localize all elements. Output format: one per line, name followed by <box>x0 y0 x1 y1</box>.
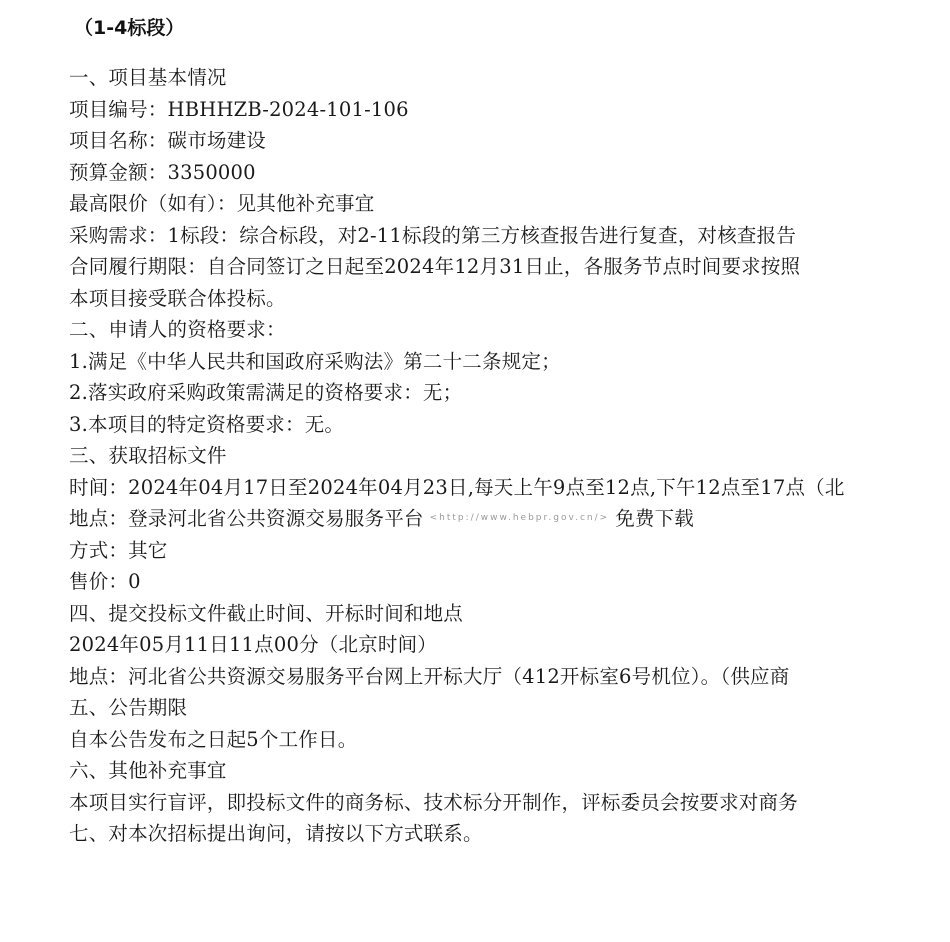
notice-period: 自本公告发布之日起5个工作日。 <box>69 727 358 751</box>
section-title-notice-period: 五、公告期限 <box>69 696 188 719</box>
max-price: 最高限价（如有）：见其他补充事宜 <box>69 192 375 215</box>
qualification-item-1: 1.满足《中华人民共和国政府采购法》第二十二条规定； <box>69 349 561 373</box>
consortium-note: 本项目接受联合体投标。 <box>69 286 286 310</box>
section-heading: （1-4标段） <box>74 17 185 39</box>
contract-period: 合同履行期限：自合同签订之日起至2024年12月31日止，各服务节点时间要求按照 <box>69 255 801 278</box>
obtain-method: 方式：其它 <box>69 538 168 562</box>
obtain-time: 时间：2024年04月17日至2024年04月23日,每天上午9点至12点,下午12点至17点（北 <box>69 475 845 499</box>
qualification-item-3: 3.本项目的特定资格要求：无。 <box>69 412 345 436</box>
project-number: 项目编号：HBHHZB-2024-101-106 <box>69 97 409 121</box>
qualification-item-2: 2.落实政府采购政策需满足的资格要求：无； <box>69 381 463 404</box>
section-title-supplementary: 六、其他补充事宜 <box>69 759 227 782</box>
document-price: 售价：0 <box>69 570 141 593</box>
obtain-location-prefix: 地点：登录河北省公共资源交易服务平台 <box>69 507 424 530</box>
section-title-contact: 七、对本次招标提出询问，请按以下方式联系。 <box>69 822 483 845</box>
platform-url-link[interactable]: <http://www.hebpr.gov.cn/> <box>429 513 610 523</box>
opening-location: 地点：河北省公共资源交易服务平台网上开标大厅（412开标室6号机位）。（供应商 <box>69 664 790 688</box>
budget-amount: 预算金额：3350000 <box>69 160 256 184</box>
supplementary-details: 本项目实行盲评，即投标文件的商务标、技术标分开制作，评标委员会按要求对商务 <box>69 790 798 814</box>
section-title-qualifications: 二、申请人的资格要求： <box>69 318 286 341</box>
announcement-body <box>69 62 950 850</box>
obtain-location <box>69 503 950 535</box>
procurement-requirement: 采购需求：1标段：综合标段，对2-11标段的第三方核查报告进行复查，对核查报告 <box>69 223 797 247</box>
submission-deadline: 2024年05月11日11点00分（北京时间） <box>69 633 437 656</box>
obtain-location-suffix: 免费下载 <box>615 507 694 530</box>
section-title-obtain-documents: 三、获取招标文件 <box>69 444 227 467</box>
project-name: 项目名称：碳市场建设 <box>69 129 267 152</box>
section-title-basic-info: 一、项目基本情况 <box>69 66 227 89</box>
section-title-submission: 四、提交投标文件截止时间、开标时间和地点 <box>69 601 464 625</box>
